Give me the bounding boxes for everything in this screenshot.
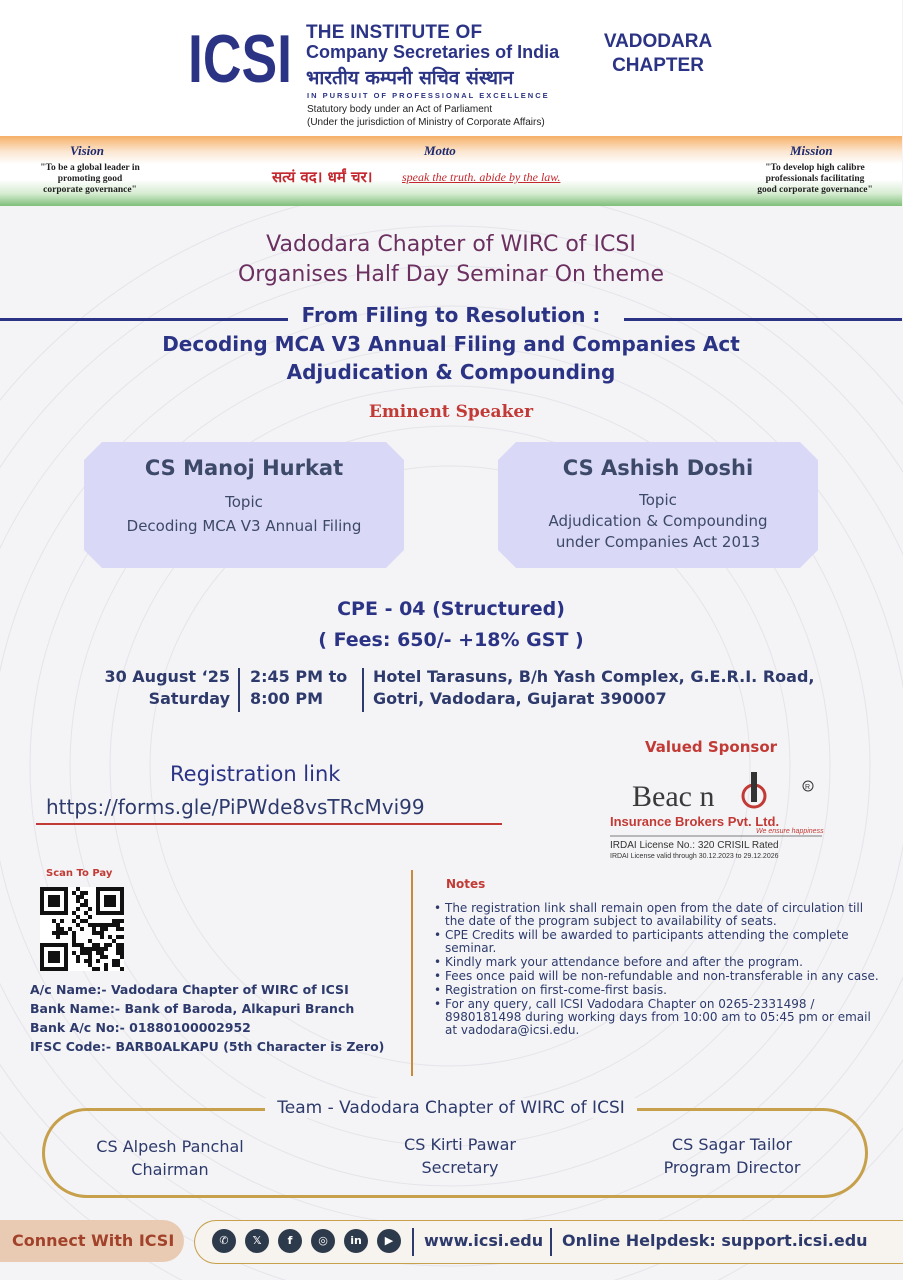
- event-venue-line2: Gotri, Vadodara, Gujarat 390007: [373, 689, 667, 708]
- team-member-3-role: Program Director: [663, 1158, 801, 1177]
- website-link[interactable]: www.icsi.edu: [424, 1231, 544, 1250]
- chapter-line2: CHAPTER: [612, 55, 704, 76]
- instagram-icon[interactable]: ◎: [311, 1229, 335, 1253]
- svg-text:IRDAI License valid through 30: IRDAI License valid through 30.12.2023 to 29.12.2026: [610, 853, 779, 860]
- event-venue: [373, 666, 814, 710]
- svg-text:We ensure happiness: We ensure happiness: [756, 828, 824, 835]
- bank-name: Bank Name:- Bank of Baroda, Alkapuri Branch: [30, 1001, 355, 1016]
- facebook-icon[interactable]: f: [278, 1229, 302, 1253]
- motto-label: Motto: [424, 143, 456, 158]
- notes-heading: Notes: [446, 877, 486, 891]
- theme-line2: Decoding MCA V3 Annual Filing and Companies Act: [162, 332, 740, 356]
- svg-text:R: R: [805, 784, 811, 791]
- vision-line3: corporate governance": [43, 185, 137, 195]
- theme-line3: Adjudication & Compounding: [286, 360, 616, 384]
- team-member-2-role: Secretary: [421, 1158, 499, 1177]
- event-venue-line1: Hotel Tarasuns, B/h Yash Complex, G.E.R.I. Road,: [373, 667, 815, 686]
- team-title-wrap: [0, 1098, 902, 1118]
- fees: ( Fees: 650/- +18% GST ): [318, 629, 584, 651]
- svg-text:Insurance Brokers Pvt. Ltd.: Insurance Brokers Pvt. Ltd.: [610, 814, 780, 829]
- speaker-2-name: CS Ashish Doshi: [562, 456, 754, 480]
- notes-list: [434, 902, 880, 1038]
- chapter-line1: VADODARA: [603, 31, 713, 52]
- theme-line1: From Filing to Resolution :: [301, 303, 601, 327]
- bank-ac-no: Bank A/c No:- 01880100002952: [30, 1020, 251, 1035]
- note-item: • Registration on first-come-first basis.: [434, 984, 880, 997]
- youtube-icon[interactable]: ▶: [377, 1229, 401, 1253]
- svg-text:Beac n: Beac n: [632, 780, 715, 813]
- org-name-line1: THE INSTITUTE OF: [306, 22, 483, 43]
- divider: [238, 668, 240, 712]
- mission-label: Mission: [790, 143, 833, 158]
- motto-english: speak the truth. abide by the law.: [402, 170, 561, 184]
- mission-text: [742, 163, 888, 196]
- divider: [362, 668, 364, 712]
- cpe-credits: CPE - 04 (Structured): [337, 598, 565, 620]
- speaker-card-1: [84, 456, 404, 537]
- svg-text:ICSI: ICSI: [188, 21, 292, 97]
- event-date: [100, 666, 230, 710]
- org-jurisdiction: (Under the jurisdiction of Ministry of Corporate Affairs): [307, 117, 545, 128]
- mission-line2: professionals facilitating: [765, 174, 865, 184]
- svg-text:IRDAI License No.: 320 CRISIL: IRDAI License No.: 320 CRISIL Rated: [610, 840, 779, 851]
- chapter-name: [598, 30, 718, 78]
- org-tagline: IN PURSUIT OF PROFESSIONAL EXCELLENCE: [307, 91, 550, 100]
- footer-divider: [550, 1228, 552, 1256]
- vision-text: [20, 163, 160, 196]
- org-name-hindi: भारतीय कम्पनी सचिव संस्थान: [306, 67, 514, 89]
- vision-label: Vision: [70, 143, 104, 158]
- whatsapp-icon[interactable]: ✆: [212, 1229, 236, 1253]
- vision-line1: "To be a global leader in: [40, 163, 140, 173]
- event-time: [250, 666, 347, 710]
- event-day: Saturday: [148, 689, 230, 708]
- qr-code-icon[interactable]: [40, 887, 124, 971]
- registration-underline: [36, 823, 502, 825]
- team-member-2-name: CS Kirti Pawar: [404, 1135, 516, 1154]
- org-statutory: Statutory body under an Act of Parliament: [307, 104, 493, 115]
- event-date-line: 30 August ‘25: [104, 667, 230, 686]
- speaker-1-name: CS Manoj Hurkat: [144, 456, 344, 480]
- registration-link[interactable]: https://forms.gle/PiPWde8vsTRcMvi99: [46, 795, 425, 819]
- team-member-1-name: CS Alpesh Panchal: [96, 1137, 244, 1156]
- note-item: • Fees once paid will be non-refundable and non-transferable in any case.: [434, 970, 880, 983]
- footer-divider: [412, 1228, 414, 1256]
- note-item: • For any query, call ICSI Vadodara Chapter on 0265-2331498 / 8980181498 during working days from 10:00 am to 05:45 pm or email at vadodara@icsi.edu.: [434, 998, 880, 1037]
- sponsor-logo: [606, 766, 826, 862]
- speaker-2-topic-line1: Adjudication & Compounding: [548, 512, 768, 530]
- connect-label: Connect With ICSI: [12, 1231, 175, 1250]
- speaker-heading: Eminent Speaker: [368, 402, 534, 422]
- team-member-2: [340, 1133, 580, 1179]
- event-time-line2: 8:00 PM: [250, 689, 324, 708]
- team-member-3-name: CS Sagar Tailor: [671, 1135, 793, 1154]
- helpdesk-link[interactable]: Online Helpdesk: support.icsi.edu: [562, 1231, 868, 1250]
- mission-line3: good corporate governance": [757, 185, 873, 195]
- speaker-2-topic-line2: under Companies Act 2013: [555, 533, 761, 551]
- event-time-line1: 2:45 PM to: [250, 667, 348, 686]
- notes-divider: [411, 870, 413, 1076]
- note-item: • Kindly mark your attendance before and after the program.: [434, 956, 880, 969]
- team-member-1: [50, 1135, 290, 1181]
- bank-ifsc: IFSC Code:- BARB0ALKAPU (5th Character is Zero): [30, 1039, 385, 1054]
- icsi-logo: [188, 21, 292, 97]
- bank-ac-name: A/c Name:- Vadodara Chapter of WIRC of ICSI: [30, 982, 349, 997]
- note-item: • CPE Credits will be awarded to participants attending the complete seminar.: [434, 929, 880, 955]
- speaker-1-topic-label: Topic: [225, 493, 263, 511]
- mission-line1: "To develop high calibre: [765, 163, 865, 173]
- vision-line2: promoting good: [57, 174, 123, 184]
- org-name-line2: Company Secretaries of India: [306, 42, 560, 62]
- linkedin-icon[interactable]: in: [344, 1229, 368, 1253]
- speaker-2-topic-label: Topic: [639, 491, 677, 509]
- registration-label: Registration link: [170, 762, 341, 786]
- event-title-line1: Vadodara Chapter of WIRC of ICSI: [266, 232, 636, 257]
- motto-hindi: सत्यं वद। धर्मं चर।: [272, 168, 373, 186]
- scan-to-pay-label: Scan To Pay: [46, 868, 113, 879]
- sponsor-label: Valued Sponsor: [645, 738, 778, 756]
- event-title-line2: Organises Half Day Seminar On theme: [237, 262, 665, 287]
- note-item: • The registration link shall remain open from the date of circulation till the date of the program subject to availability of seats.: [434, 902, 880, 928]
- speaker-1-topic: Decoding MCA V3 Annual Filing: [126, 517, 362, 535]
- speaker-card-2: [498, 456, 818, 553]
- x-icon[interactable]: 𝕏: [245, 1229, 269, 1253]
- team-member-3: [612, 1133, 852, 1179]
- team-title: Team - Vadodara Chapter of WIRC of ICSI: [265, 1098, 637, 1118]
- team-member-1-role: Chairman: [131, 1160, 209, 1179]
